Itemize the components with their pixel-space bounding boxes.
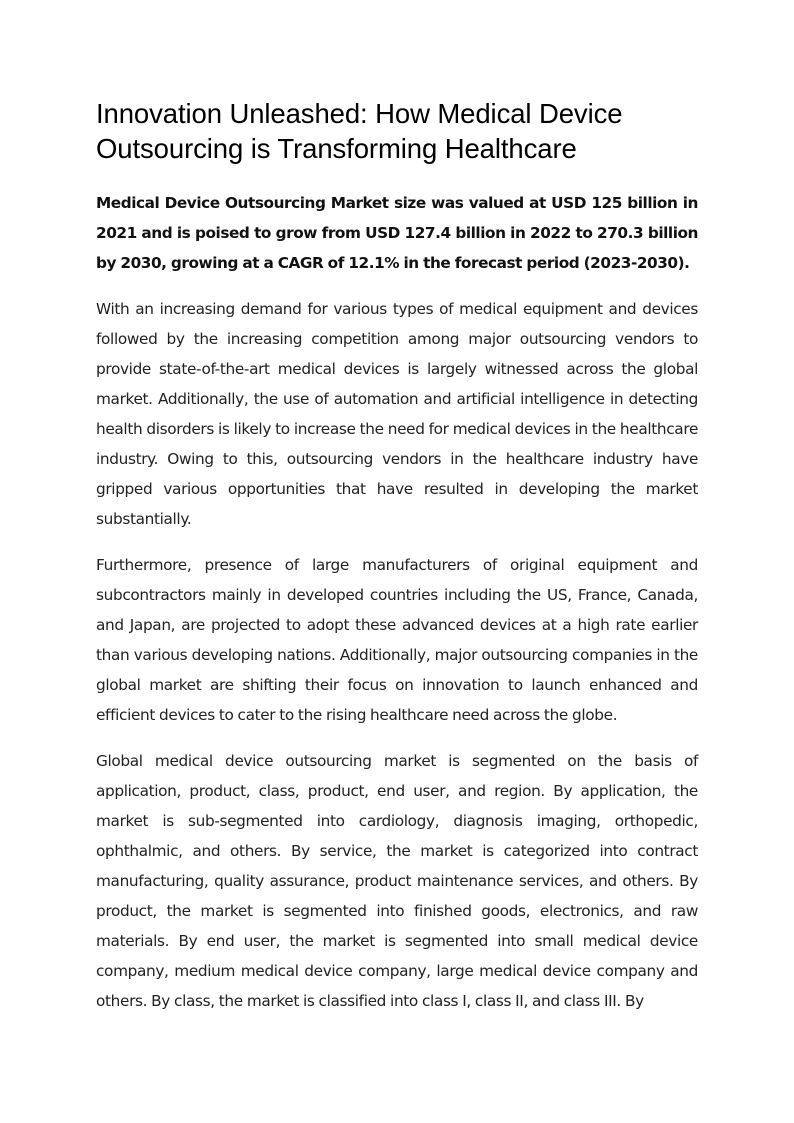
page-title: Innovation Unleashed: How Medical Device Outsourcing is Transforming Healthcare <box>96 98 623 164</box>
body-paragraph: Global medical device outsourcing market is segmented on the basis of application, product, class, product, end user, and region. By application, the market is sub-segmented into cardiology, diagnosis imaging, orthopedic, ophthalmic, and others. By service, the market is categorized into contract manufacturing, quality assurance, product maintenance services, and others. By product, the market is segmented into finished goods, electronics, and raw materials. By end user, the market is segmented into small medical device company, medium medical device company, large medical device company and others. By class, the market is classified into class I, class II, and class III. By <box>96 752 698 1010</box>
body-paragraph: With an increasing demand for various types of medical equipment and devices followed by the increasing competition among major outsourcing vendors to provide state-of-the-art medical devices is largely witnessed across the global market. Additionally, the use of automation and artificial intelligence in detecting health disorders is likely to increase the need for medical devices in the healthcare industry. Owing to this, outsourcing vendors in the healthcare industry have gripped various opportunities that have resulted in developing the market substantially. <box>96 300 698 528</box>
body-paragraph: Furthermore, presence of large manufacturers of original equipment and subcontractors mainly in developed countries including the US, France, Canada, and Japan, are projected to adopt these advanced devices at a high rate earlier than various developing nations. Additionally, major outsourcing companies in the global market are shifting their focus on innovation to launch enhanced and efficient devices to cater to the rising healthcare need across the globe. <box>96 556 698 724</box>
document-body <box>96 96 698 1032</box>
lead-paragraph: Medical Device Outsourcing Market size was valued at USD 125 billion in 2021 and is poised to grow from USD 127.4 billion in 2022 to 270.3 billion by 2030, growing at a CAGR of 12.1% in the forecast period (2023-2030). <box>96 194 698 272</box>
